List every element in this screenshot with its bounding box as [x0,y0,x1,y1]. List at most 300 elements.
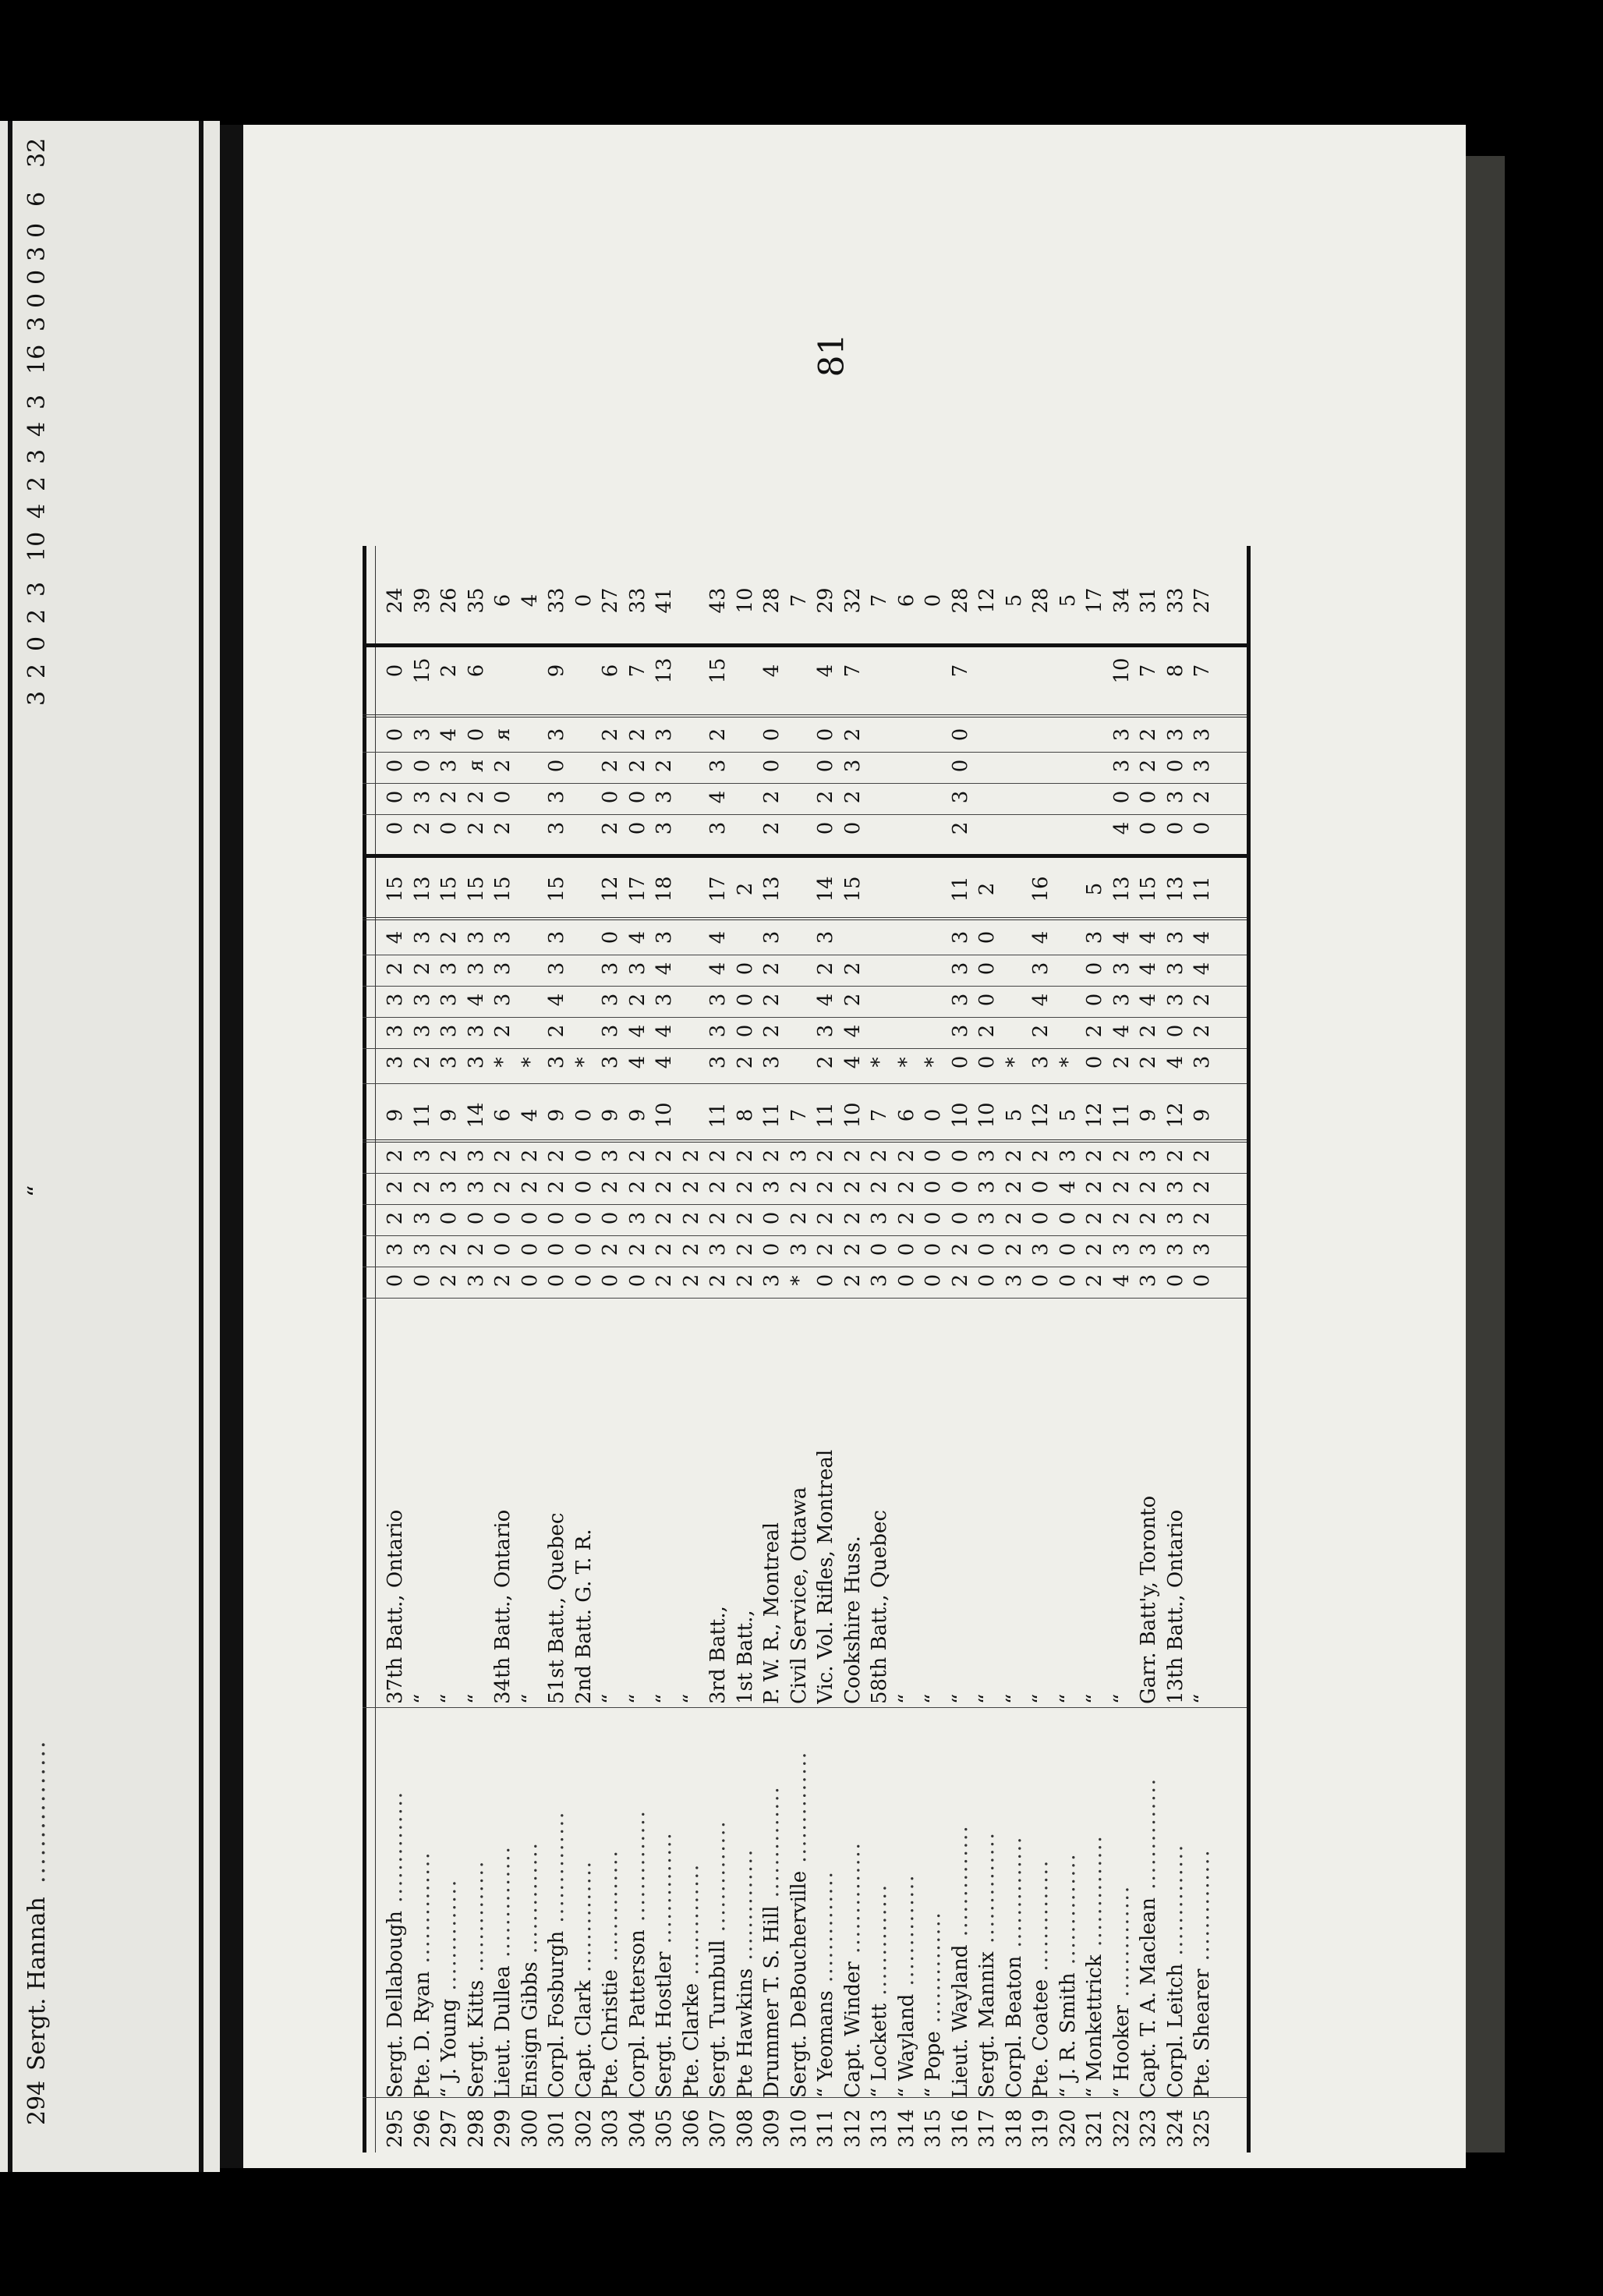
score-range-b: 2 [1191,993,1214,1007]
score-range-b: * [518,1057,542,1068]
score-range-b: 3 [653,930,676,944]
row-number: 324 [1163,2109,1187,2148]
corps-name: “ [975,1693,999,1704]
score-range-a: 0 [491,1211,515,1225]
score-range-c: 3 [1163,728,1187,742]
score-range-a: 2 [1083,1242,1106,1256]
score-range-c: 3 [545,728,568,742]
score-range-b: 0 [599,930,622,944]
grand-total: 0 [571,593,596,608]
score-range-a: 3 [1163,1211,1187,1225]
score-range-a: 3 [1029,1242,1053,1256]
row-number: 307 [706,2109,730,2148]
score-range-b: 0 [1163,1024,1187,1038]
total-range-c: 6 [599,664,622,678]
score-range-a: 2 [653,1274,676,1288]
score-range-c: 0 [1191,821,1214,835]
score-range-a: * [787,1275,811,1286]
previous-page [0,121,220,2172]
score-range-c: 2 [491,759,515,773]
previous-row-total-c: 6 [23,191,51,207]
score-range-a: 3 [1137,1242,1160,1256]
competitor-name: Lieut. Dullea .............. [491,1845,515,2098]
score-range-a: 3 [868,1211,891,1225]
competitor-name: Sergt. DeBoucherville .............. [787,1750,811,2098]
score-range-a: 0 [518,1211,542,1225]
grand-total: 6 [894,593,918,608]
score-range-c: 2 [464,821,488,835]
score-range-b: 3 [491,930,515,944]
grand-total: 28 [1029,587,1053,614]
score-range-b: 4 [840,1024,865,1038]
score-range-a: 3 [384,1242,407,1256]
score-range-a: 0 [518,1242,542,1256]
total-range-b: 2 [733,882,757,896]
row-number: 305 [653,2109,676,2148]
competitor-name: “ Yeomans .............. [814,1870,837,2098]
competitor-name: Sergt. Mannix .............. [975,1831,999,2098]
total-range-c: 4 [760,664,784,678]
score-range-b: 4 [1191,962,1214,976]
grand-total: 0 [922,593,945,608]
grand-total: 31 [1137,587,1160,614]
corps-name: “ [599,1693,622,1704]
score-range-a: 0 [922,1274,945,1288]
total-range-a: 9 [1191,1108,1214,1122]
score-range-c: 2 [491,821,515,835]
score-range-a: 2 [706,1274,730,1288]
score-range-c: 2 [760,790,784,804]
total-range-c: 2 [437,664,461,678]
score-range-c: 3 [1191,728,1214,742]
score-range-b: 3 [491,962,515,976]
total-range-c: 7 [625,664,649,678]
total-range-a: 9 [437,1108,461,1122]
score-range-b: 3 [760,930,784,944]
dot-leader: .............. [787,1750,811,1871]
score-range-b: 3 [1191,1055,1214,1069]
score-range-a: 2 [491,1274,515,1288]
table-row [840,546,865,2152]
score-range-b: 2 [437,930,461,944]
previous-row-grand-total: 32 [23,137,51,168]
score-range-a: 2 [1163,1149,1187,1163]
score-range-a: 0 [384,1274,407,1288]
score-range-a: 0 [599,1274,622,1288]
dot-leader: .............. [733,1848,757,1968]
total-range-b: 14 [814,876,837,902]
score-range-c: 2 [464,790,488,804]
total-range-b: 16 [1029,876,1053,902]
score-range-b: 2 [840,962,865,976]
dot-leader: .............. [922,1911,945,2032]
grand-total: 27 [1191,587,1214,614]
grand-total: 17 [1083,587,1106,614]
total-range-c: 15 [706,657,730,684]
score-range-a: 4 [1109,1274,1134,1288]
row-number: 317 [975,2109,999,2148]
score-range-a: 2 [894,1149,918,1163]
score-range-b: 3 [410,993,434,1007]
corps-name: P. W. R., Montreal [760,1522,784,1704]
previous-row-score-a4: 2 [23,608,51,624]
score-range-c: 0 [384,821,407,835]
score-range-a: 2 [868,1149,891,1163]
page-81 [243,125,1466,2168]
score-range-b: 4 [464,993,488,1007]
score-range-b: 2 [760,962,784,976]
previous-row-score-a3: 0 [23,636,51,651]
table-bottom-rule [1247,546,1251,2152]
score-range-b: 4 [840,1055,865,1069]
score-range-b: 4 [625,1024,649,1038]
score-range-b: 3 [599,962,622,976]
score-range-a: 2 [1137,1211,1160,1225]
score-range-a: 2 [625,1242,649,1256]
score-range-a: 2 [706,1149,730,1163]
dot-leader: .............. [491,1845,515,1966]
score-range-a: 2 [948,1242,972,1256]
score-range-c: 4 [437,728,461,742]
score-range-b: 2 [625,993,649,1007]
score-range-a: 2 [1191,1180,1214,1194]
total-range-b: 15 [464,876,488,902]
score-range-a: 2 [894,1180,918,1194]
score-range-a: 0 [894,1242,918,1256]
competitor-name: “ Wayland .............. [894,1873,918,2098]
grand-total: 5 [1056,593,1080,608]
score-range-a: 0 [894,1274,918,1288]
score-range-b: 4 [1137,962,1160,976]
score-range-b: 4 [1109,1024,1134,1038]
dot-leader: .............. [679,1862,703,1983]
score-range-b: 0 [975,930,999,944]
competitor-name: Corpl. Fosburgh .............. [545,1810,568,2098]
score-range-c: 3 [1109,759,1134,773]
total-range-a: 4 [518,1108,542,1122]
dot-leader: .............. [868,1883,891,2004]
grand-total: 5 [1002,593,1026,608]
score-range-a: 0 [922,1180,945,1194]
table-row [464,546,489,2152]
score-range-a: 3 [625,1211,649,1225]
score-range-b: 0 [975,1055,999,1069]
grand-total: 35 [464,587,488,614]
previous-page-top-rule [8,121,12,2172]
corps-name: 34th Batt., Ontario [491,1509,515,1704]
score-range-a: 2 [787,1211,811,1225]
corps-name: “ [948,1693,972,1704]
score-range-b: 2 [760,993,784,1007]
previous-row-score-b4: 4 [23,421,51,437]
score-range-c: 2 [706,728,730,742]
table-row [437,546,462,2152]
total-range-c: 13 [653,657,676,684]
score-range-a: 2 [733,1180,757,1194]
score-range-b: 2 [1109,1055,1134,1069]
score-range-c: 2 [760,821,784,835]
grand-total: 28 [948,587,972,614]
score-range-b: 0 [975,993,999,1007]
score-range-a: 3 [410,1242,434,1256]
score-range-b: 4 [545,993,568,1007]
corps-name: “ [922,1693,945,1704]
score-range-a: 3 [787,1242,811,1256]
score-range-a: 0 [1029,1211,1053,1225]
score-range-c: 2 [814,790,837,804]
score-range-c: 2 [948,821,972,835]
previous-row-score-b5: 3 [23,394,51,409]
competitor-name: “ Hooker .............. [1109,1884,1134,2098]
previous-row-score-b1: 4 [23,503,51,519]
dot-leader: .............. [571,1860,596,1981]
score-range-c: 2 [1137,759,1160,773]
score-range-c: 3 [840,759,865,773]
score-range-a: 2 [760,1149,784,1163]
score-range-c: 0 [464,728,488,742]
score-table-wrapper [356,546,1253,2152]
score-range-b: 4 [625,930,649,944]
total-range-c: 9 [545,664,568,678]
previous-row-score-c1: 3 [23,316,51,331]
dot-leader: .............. [760,1785,784,1906]
score-range-c: 0 [1163,821,1187,835]
dot-leader: .............. [1083,1834,1106,1955]
score-range-a: 2 [1191,1211,1214,1225]
score-range-a: 0 [1056,1242,1080,1256]
row-number: 295 [384,2109,407,2148]
score-range-b: * [868,1057,891,1068]
score-range-b: 2 [840,993,865,1007]
score-range-a: 2 [1109,1180,1134,1194]
corps-name: “ [625,1693,649,1704]
score-range-a: 0 [545,1274,568,1288]
score-range-c: 3 [410,728,434,742]
score-range-a: 0 [1191,1274,1214,1288]
grand-total: 27 [599,587,622,614]
total-range-b: 17 [625,876,649,902]
score-range-c: 2 [1191,790,1214,804]
score-range-b: 3 [437,1024,461,1038]
score-range-a: 0 [1163,1274,1187,1288]
score-range-b: 2 [384,962,407,976]
page-edge [1466,156,1505,2152]
score-range-a: 2 [733,1211,757,1225]
score-range-a: 2 [1083,1180,1106,1194]
score-range-a: 2 [706,1180,730,1194]
score-range-b: 3 [706,1055,730,1069]
score-range-b: 3 [464,1024,488,1038]
dot-leader: .............. [840,1841,865,1962]
score-range-b: 3 [653,993,676,1007]
total-range-a: 10 [948,1102,972,1129]
table-row [410,546,435,2152]
corps-name: “ [1029,1693,1053,1704]
score-range-a: 3 [760,1274,784,1288]
score-range-a: 3 [1191,1242,1214,1256]
grand-total: 41 [653,587,676,614]
competitor-name: “ J. R. Smith .............. [1056,1852,1080,2098]
total-range-a: 9 [545,1108,568,1122]
score-range-b: 3 [948,962,972,976]
score-range-b: 3 [706,993,730,1007]
row-number: 310 [787,2109,811,2148]
previous-row-score-c2: 0 [23,292,51,308]
score-range-a: 2 [599,1242,622,1256]
score-range-b: 4 [653,1055,676,1069]
total-range-a: 12 [1083,1102,1106,1129]
total-range-c: 0 [384,664,407,678]
score-range-b: 3 [384,993,407,1007]
competitor-name: “ J. Young .............. [437,1878,461,2098]
row-number: 308 [733,2109,757,2148]
score-range-b: 3 [545,962,568,976]
competitor-name: Pte. Coatee .............. [1029,1858,1053,2098]
score-range-c: 3 [410,790,434,804]
score-range-a: 2 [1083,1211,1106,1225]
score-range-b: 2 [1029,1024,1053,1038]
score-range-a: 2 [625,1149,649,1163]
score-range-a: 2 [384,1211,407,1225]
row-number: 313 [868,2109,891,2148]
score-range-b: 3 [948,930,972,944]
score-range-a: 2 [868,1180,891,1194]
previous-row-total-b: 16 [23,344,51,374]
grand-total: 33 [1163,587,1187,614]
score-range-b: 2 [1083,1024,1106,1038]
score-range-c: 0 [760,728,784,742]
score-range-b: * [1002,1057,1026,1068]
total-range-c: 7 [948,664,972,678]
score-range-b: 3 [545,930,568,944]
grand-total: 34 [1109,587,1134,614]
score-range-b: 3 [948,1024,972,1038]
score-range-a: 0 [491,1242,515,1256]
corps-name: 1st Batt., [733,1610,757,1704]
table-row [383,546,408,2152]
score-range-b: 0 [1083,993,1106,1007]
score-range-b: 3 [384,1024,407,1038]
score-range-a: 3 [464,1149,488,1163]
score-range-c: 2 [599,759,622,773]
score-range-b: 3 [545,1055,568,1069]
score-range-a: 3 [975,1149,999,1163]
score-range-a: 2 [814,1242,837,1256]
score-range-c: ᴙ [464,760,488,772]
score-range-a: 0 [464,1211,488,1225]
score-range-a: 2 [437,1242,461,1256]
dot-leader: .............. [948,1824,972,1945]
row-number: 319 [1029,2109,1053,2148]
total-range-a: 0 [571,1108,596,1122]
score-range-a: 3 [1137,1274,1160,1288]
table-row [1163,546,1188,2152]
total-range-b: 11 [948,876,972,902]
score-range-a: 0 [1056,1274,1080,1288]
row-number: 325 [1191,2109,1214,2148]
row-number: 300 [518,2109,542,2148]
score-range-a: 0 [518,1274,542,1288]
competitor-name: Corpl. Patterson .............. [625,1809,649,2098]
book-gutter [220,125,243,2168]
score-range-a: 0 [922,1211,945,1225]
row-number: 320 [1056,2109,1080,2148]
score-range-a: 2 [948,1274,972,1288]
grand-total: 29 [814,587,837,614]
score-range-a: 2 [518,1149,542,1163]
dot-leader: .............. [1163,1843,1187,1964]
total-range-b: 13 [1163,876,1187,902]
score-range-a: 3 [1163,1180,1187,1194]
score-range-b: 3 [464,1055,488,1069]
row-number: 303 [599,2109,622,2148]
score-range-a: 2 [679,1180,703,1194]
corps-name: “ [1056,1693,1080,1704]
score-range-a: 0 [868,1242,891,1256]
score-range-a: 2 [491,1149,515,1163]
score-range-a: 0 [571,1242,596,1256]
score-range-b: 3 [410,930,434,944]
score-range-a: 3 [975,1180,999,1194]
score-range-b: 0 [975,962,999,976]
corps-name: Garr. Batt'y, Toronto [1137,1495,1160,1704]
corps-name: Civil Service, Ottawa [787,1486,811,1704]
score-range-a: 0 [571,1211,596,1225]
score-range-c: 0 [1137,821,1160,835]
score-range-a: 2 [437,1149,461,1163]
row-number: 306 [679,2109,703,2148]
grand-total: 26 [437,587,461,614]
score-range-a: 0 [922,1149,945,1163]
dot-leader: .............. [1002,1835,1026,1956]
competitor-name: Pte Hawkins .............. [733,1848,757,2098]
total-range-a: 6 [491,1108,515,1122]
score-range-b: 2 [410,1055,434,1069]
score-range-b: 3 [437,1055,461,1069]
total-range-a: 9 [599,1108,622,1122]
score-range-a: 2 [545,1180,568,1194]
score-range-b: 0 [1083,1055,1106,1069]
corps-name: 58th Batt., Quebec [868,1510,891,1704]
score-range-a: 2 [545,1149,568,1163]
table-row [1028,546,1053,2152]
score-range-b: 3 [599,993,622,1007]
score-range-c: 0 [491,790,515,804]
score-range-a: 0 [571,1274,596,1288]
competitor-name: Sergt. Kitts .............. [464,1859,488,2098]
grand-total: 39 [410,587,434,614]
score-range-c: 3 [706,759,730,773]
total-range-a: 14 [464,1102,488,1129]
score-range-c: 3 [948,790,972,804]
score-range-a: 2 [491,1180,515,1194]
score-range-b: 4 [653,962,676,976]
table-row [490,546,515,2152]
corps-name: Cookshire Huss. [840,1536,865,1704]
score-range-c: 2 [410,821,434,835]
grand-total: 43 [706,587,730,614]
total-range-a: 10 [975,1102,999,1129]
score-range-a: 0 [975,1242,999,1256]
grand-total: 10 [733,587,757,614]
score-range-c: 3 [437,759,461,773]
total-range-a: 5 [1056,1108,1080,1122]
score-range-c: 0 [948,759,972,773]
score-range-c: 0 [948,728,972,742]
total-range-a: 0 [922,1108,945,1122]
table-row [706,546,731,2152]
score-range-a: 2 [518,1180,542,1194]
